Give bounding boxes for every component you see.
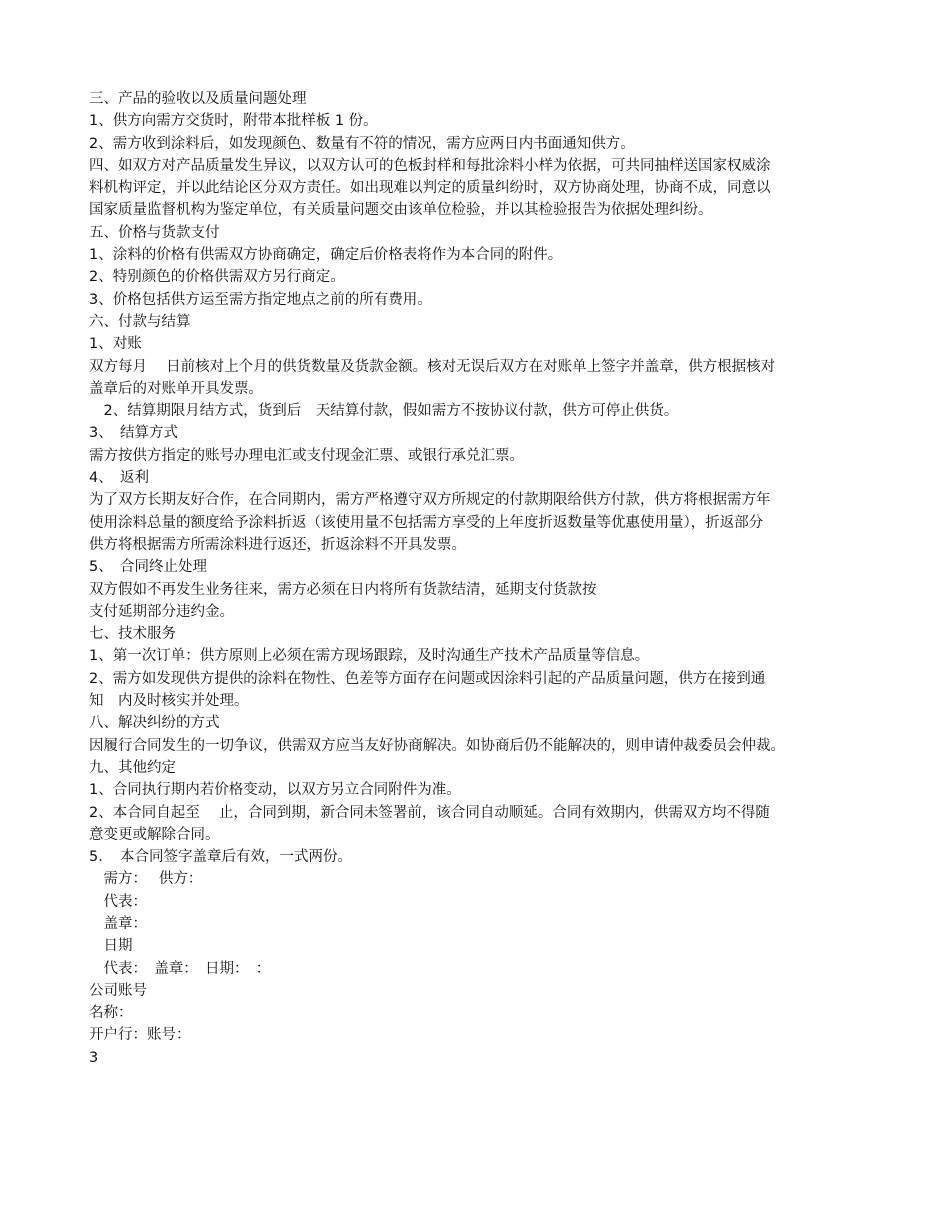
account-line: 公司账号 [89,982,147,999]
paragraph-line: 盖章后的对账单开具发票。 [89,380,263,397]
paragraph-line: 为了双方长期友好合作，在合同期内，需方严格遵守双方所规定的付款期限给供方付款，供方将根据需方年 [89,492,771,509]
clause-line: 1、合同执行期内若价格变动，以双方另立合同附件为准。 [89,782,461,799]
clause-line: 1、涂料的价格有供需双方协商确定，确定后价格表将作为本合同的附件。 [89,247,563,264]
paragraph-line: 支付延期部分违约金。 [89,603,234,620]
section-heading: 八、解决纠纷的方式 [89,715,220,732]
section-heading: 七、技术服务 [89,626,176,643]
clause-line: 2、本合同自起至 止，合同到期，新合同未签署前，该合同自动顺延。合同有效期内，供需双方均不得随 [89,804,770,821]
clause-line: 2、需方如发现供方提供的涂料在物性、色差等方面存在问题或因涂料引起的产品质量问题，供方在接到通 [89,670,766,687]
signature-line: 日期 [89,938,133,955]
paragraph-line: 因履行合同发生的一切争议，供需双方应当友好协商解决。如协商后仍不能解决的，则申请仲裁委员会仲裁。 [89,737,785,754]
paragraph-line: 知 内及时核实并处理。 [89,693,249,710]
paragraph-line: 意变更或解除合同。 [89,826,220,843]
clause-line: 3、价格包括供方运至需方指定地点之前的所有费用。 [89,291,432,308]
clause-line: 1、对账 [89,336,142,353]
clause-line: 3、 结算方式 [89,425,178,442]
paragraph-line: 料机构评定，并以此结论区分双方责任。如出现难以判定的质量纠纷时，双方协商处理，协商不成，同意以 [89,180,771,197]
section-heading: 四、如双方对产品质量发生异议，以双方认可的色板封样和每批涂料小样为依据，可共同抽样送国家权威涂 [89,157,771,174]
paragraph-line: 供方将根据需方所需涂料进行返还，折返涂料不开具发票。 [89,536,466,553]
clause-line: 2、需方收到涂料后，如发现颜色、数量有不符的情况，需方应两日内书面通知供方。 [89,135,635,152]
clause-line: 4、 返利 [89,470,149,487]
signature-line: 代表： [89,893,147,910]
paragraph-line: 双方假如不再发生业务往来，需方必须在日内将所有货款结清，延期支付货款按 [89,581,597,598]
account-line: 名称： [89,1005,133,1022]
signature-line: 盖章： [89,915,147,932]
section-heading: 三、产品的验收以及质量问题处理 [89,91,307,107]
paragraph-line: 使用涂料总量的额度给予涂料折返（该使用量不包括需方享受的上年度折返数量等优惠使用量），折返部分 [89,514,764,531]
page-number: 3 [89,1049,99,1066]
clause-line: 5． 本合同签字盖章后有效，一式两份。 [89,849,352,866]
signature-line: 需方： 供方： [89,871,203,888]
clause-line: 1、供方向需方交货时，附带本批样板 1 份。 [89,113,378,130]
clause-line: 5、 合同终止处理 [89,559,207,576]
signature-line: 代表： 盖章： 日期： ： [89,960,271,977]
section-heading: 五、价格与货款支付 [89,224,220,241]
paragraph-line: 双方每月 日前核对上个月的供货数量及货款金额。核对无误后双方在对账单上签字并盖章，供方根据核对 [89,358,776,375]
section-heading: 六、付款与结算 [89,313,191,330]
section-heading: 九、其他约定 [89,759,176,776]
clause-line: 2、特别颜色的价格供需双方另行商定。 [89,269,345,286]
paragraph-line: 国家质量监督机构为鉴定单位，有关质量问题交由该单位检验，并以其检验报告为依据处理纠纷。 [89,202,713,219]
clause-line: 1、第一次订单：供方原则上必须在需方现场跟踪，及时沟通生产技术产品质量等信息。 [89,648,650,665]
document-body [89,88,869,1069]
paragraph-line: 需方按供方指定的账号办理电汇或支付现金汇票、或银行承兑汇票。 [89,447,524,464]
clause-line: 2、结算期限月结方式，货到后 天结算付款，假如需方不按协议付款，供方可停止供货。 [89,403,679,420]
account-line: 开户行：账号： [89,1027,191,1044]
